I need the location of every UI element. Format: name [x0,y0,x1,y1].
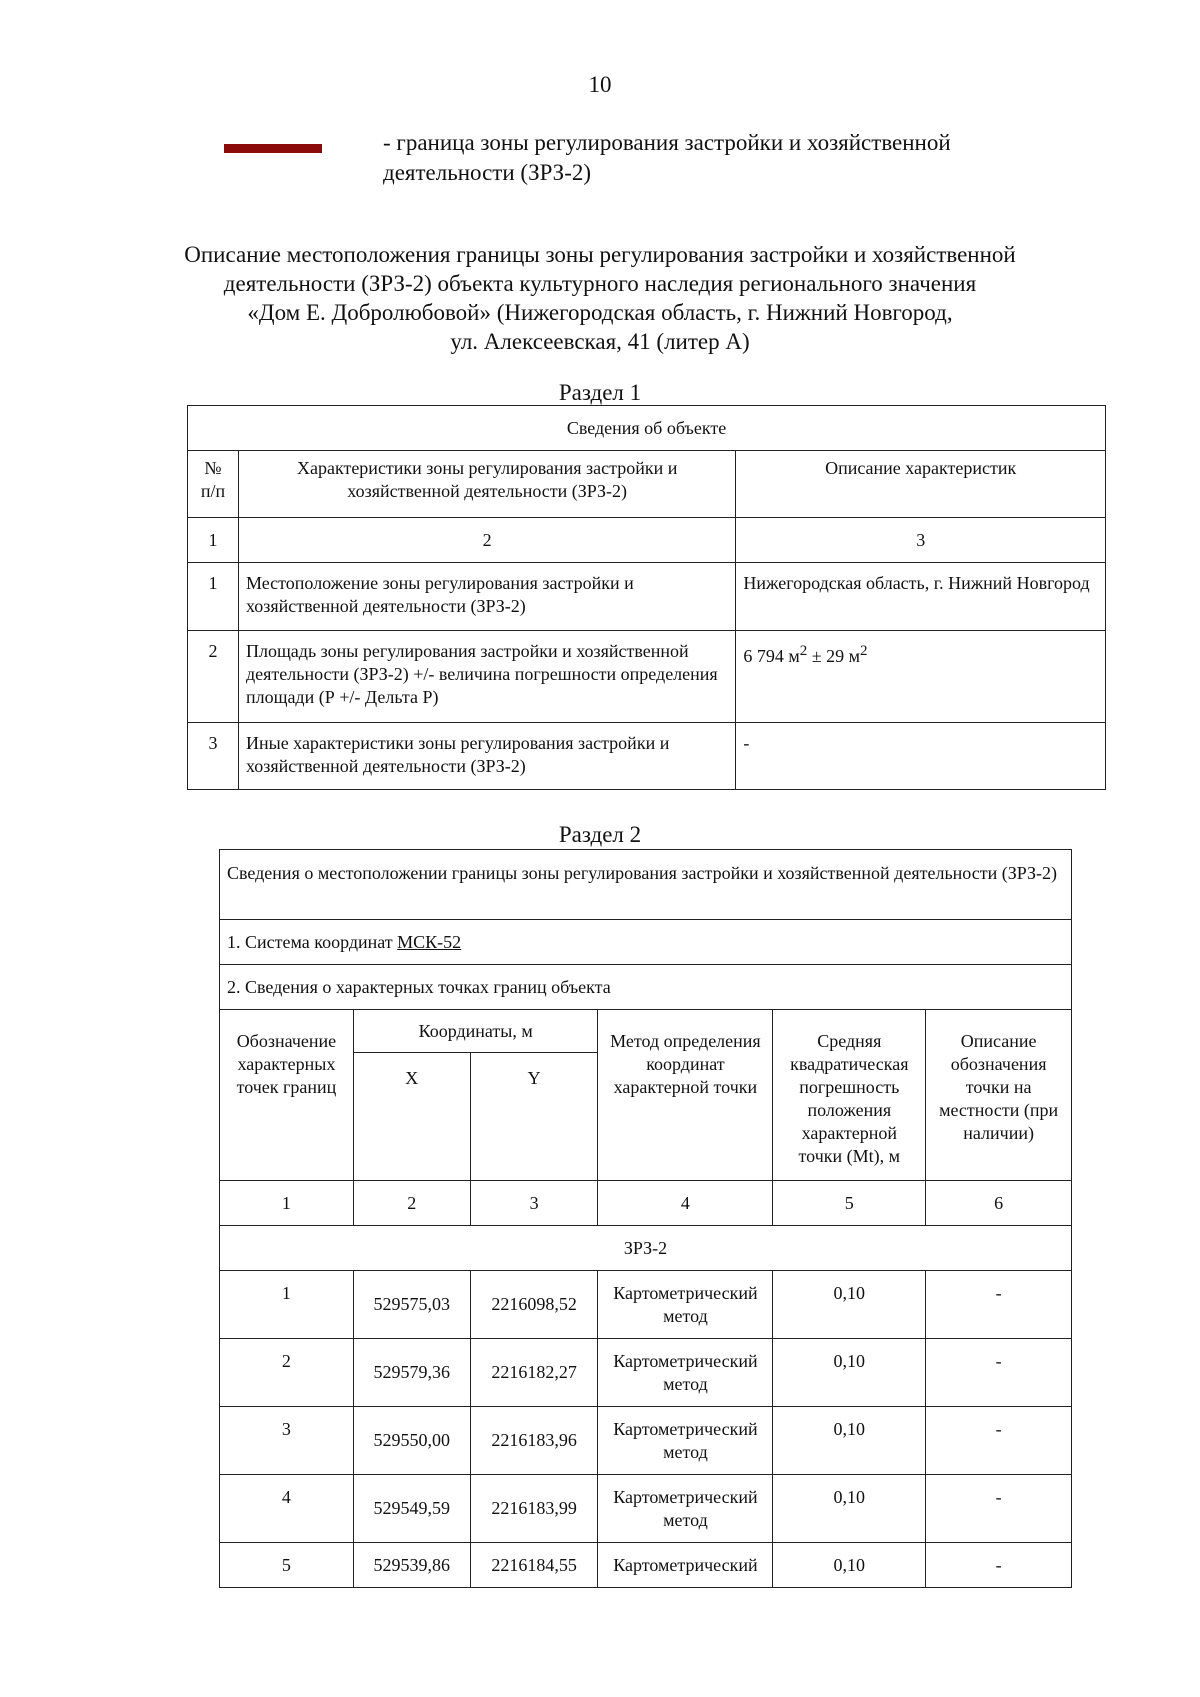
col-header-x: X [353,1053,470,1181]
row-characteristic: Площадь зоны регулирования застройки и хозяйственной деятельности (ЗРЗ-2) +/- величина погрешности определения площади (Р +/- Дельта Р) [238,631,735,723]
row-description: - [736,723,1106,790]
document-title [150,240,1050,356]
point-description: - [926,1339,1072,1407]
table-row [220,1271,1072,1339]
row-description [736,631,1106,723]
col-number: 4 [598,1181,773,1226]
col-header-no-line: № [204,458,222,478]
coordinate-system-value: МСК-52 [397,931,462,952]
col-header-method: Метод определения координат характерной точки [598,1010,773,1181]
area-error: ± 29 м [807,646,861,666]
point-description: - [926,1271,1072,1339]
point-y: 2216183,99 [470,1475,598,1543]
point-number: 3 [220,1407,354,1475]
legend-text: - граница зоны регулирования застройки и хозяйственной деятельности (ЗРЗ-2) [383,130,951,185]
col-number: 1 [220,1181,354,1226]
point-method: Картометрический метод [598,1475,773,1543]
point-number: 2 [220,1339,354,1407]
row-characteristic: Местоположение зоны регулирования застройки и хозяйственной деятельности (ЗРЗ-2) [238,563,735,631]
zone-label: ЗРЗ-2 [220,1226,1072,1271]
point-x: 529549,59 [353,1475,470,1543]
col-number: 6 [926,1181,1072,1226]
area-error-unit-exponent: 2 [860,643,868,659]
point-x: 529579,36 [353,1339,470,1407]
area-value: 6 794 м [743,646,800,666]
col-header-description: Описание обозначения точки на местности (при наличии) [926,1010,1072,1181]
col-header-coordinates: Координаты, м [353,1010,598,1053]
area-unit-exponent: 2 [799,643,808,659]
point-number: 5 [220,1543,354,1588]
point-description: - [926,1543,1072,1588]
col-header-designation: Обозначение характерных точек границ [220,1010,354,1181]
point-error: 0,10 [773,1339,926,1407]
point-y: 2216098,52 [470,1271,598,1339]
row-number: 3 [188,723,239,790]
point-description: - [926,1475,1072,1543]
col-number: 2 [238,518,735,563]
table-header: Сведения о местоположении границы зоны регулирования застройки и хозяйственной деятельности (ЗРЗ-2) [220,850,1072,920]
point-y: 2216183,96 [470,1407,598,1475]
point-error: 0,10 [773,1543,926,1588]
point-error: 0,10 [773,1271,926,1339]
points-section-label: 2. Сведения о характерных точках границ объекта [220,965,1072,1010]
section-2-table [219,849,1072,1588]
table-row [188,563,1106,631]
col-number: 3 [736,518,1106,563]
point-error: 0,10 [773,1475,926,1543]
point-x: 529550,00 [353,1407,470,1475]
table-row [220,1407,1072,1475]
col-header-y: Y [470,1053,598,1181]
legend-line-swatch [224,144,322,153]
point-number: 1 [220,1271,354,1339]
col-number: 3 [470,1181,598,1226]
point-description: - [926,1407,1072,1475]
col-header-description: Описание характеристик [736,451,1106,518]
row-characteristic: Иные характеристики зоны регулирования застройки и хозяйственной деятельности (ЗРЗ-2) [238,723,735,790]
col-header-characteristics: Характеристики зоны регулирования застройки и хозяйственной деятельности (ЗРЗ-2) [238,451,735,518]
point-number: 4 [220,1475,354,1543]
coordinate-system [220,920,1072,965]
table-row [220,1543,1072,1588]
point-y: 2216184,55 [470,1543,598,1588]
table-header: Сведения об объекте [188,406,1106,451]
point-method: Картометрический метод [598,1271,773,1339]
point-x: 529539,86 [353,1543,470,1588]
col-number: 2 [353,1181,470,1226]
section-1-title: Раздел 1 [558,380,642,405]
table-row [188,631,1106,723]
col-header-no [188,451,239,518]
col-header-error: Средняя квадратическая погрешность положения характерной точки (Mt), м [773,1010,926,1181]
point-method: Картометрический метод [598,1407,773,1475]
table-row [220,1339,1072,1407]
row-number: 2 [188,631,239,723]
row-description: Нижегородская область, г. Нижний Новгород [736,563,1106,631]
point-y: 2216182,27 [470,1339,598,1407]
section-2-title: Раздел 2 [558,822,642,847]
point-error: 0,10 [773,1407,926,1475]
point-method: Картометрический метод [598,1339,773,1407]
point-method: Картометрический [598,1543,773,1588]
coordinate-system-label: 1. Система координат [227,931,398,952]
title-line: Описание местоположения границы зоны регулирования застройки и хозяйственной [184,242,1016,267]
title-line: ул. Алексеевская, 41 (литер А) [450,329,750,354]
col-number: 5 [773,1181,926,1226]
page-number: 10 [588,72,612,97]
table-row [188,723,1106,790]
title-line: «Дом Е. Добролюбовой» (Нижегородская область, г. Нижний Новгород, [247,300,953,325]
point-x: 529575,03 [353,1271,470,1339]
title-line: деятельности (ЗРЗ-2) объекта культурного наследия регионального значения [223,271,977,296]
section-1-table [187,405,1106,790]
col-header-no-line: п/п [200,481,226,501]
col-number: 1 [188,518,239,563]
table-row [220,1475,1072,1543]
row-number: 1 [188,563,239,631]
